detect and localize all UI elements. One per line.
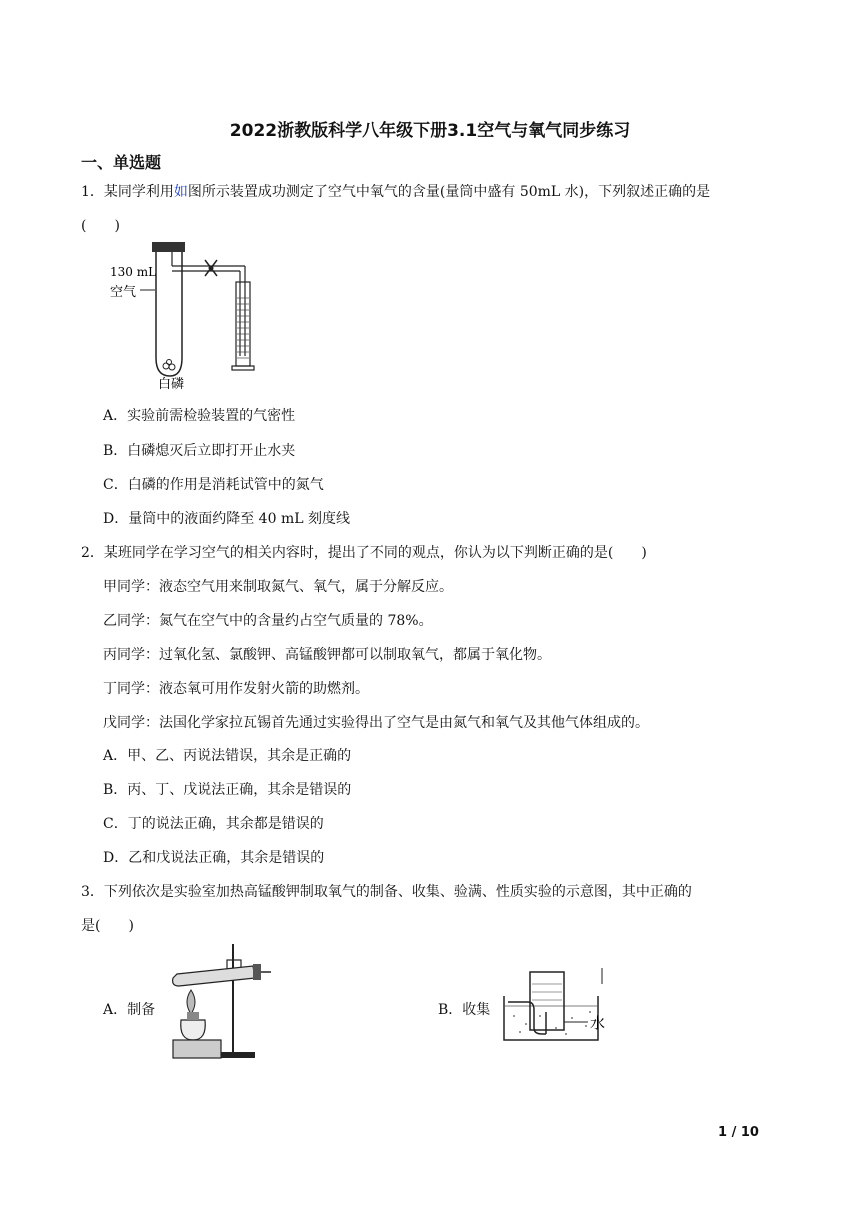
section-heading: 一、单选题: [81, 153, 162, 172]
question-2-stem: 2．某班同学在学习空气的相关内容时，提出了不同的观点，你认为以下判断正确的是( ): [81, 545, 647, 561]
q2-option-c[interactable]: C．丁的说法正确，其余都是错误的: [103, 816, 324, 832]
q3-preparation-figure: [165, 940, 275, 1065]
q3-option-b[interactable]: B．收集: [438, 1002, 491, 1018]
q2-statement-4: 丁同学：液态氧可用作发射火箭的助燃剂。: [103, 681, 369, 697]
q1-fig-label-volume: 130 mL: [110, 265, 157, 279]
q1-option-a[interactable]: A．实验前需检验装置的气密性: [103, 408, 296, 424]
q1-fig-label-phosphorus: 白磷: [158, 377, 185, 392]
page-number: 1 / 10: [718, 1125, 759, 1140]
q2-statement-2: 乙同学：氮气在空气中的含量约占空气质量的 78%。: [103, 613, 433, 629]
q2-option-b[interactable]: B．丙、丁、戊说法正确，其余是错误的: [103, 782, 352, 798]
q2-option-a[interactable]: A．甲、乙、丙说法错误，其余是正确的: [103, 748, 352, 764]
page-title: 2022浙教版科学八年级下册3.1空气与氧气同步练习: [229, 121, 631, 141]
q1-option-c[interactable]: C．白磷的作用是消耗试管中的氮气: [103, 477, 324, 493]
q2-statement-1: 甲同学：液态空气用来制取氮气、氧气，属于分解反应。: [103, 579, 453, 595]
q1-option-b[interactable]: B．白磷熄灭后立即打开止水夹: [103, 443, 296, 459]
q1-stem-link[interactable]: 如: [173, 184, 188, 200]
q1-stem-post: 图所示装置成功测定了空气中氧气的含量(量筒中盛有 50mL 水)，下列叙述正确的是: [187, 184, 711, 200]
q2-option-d[interactable]: D．乙和戊说法正确，其余是错误的: [103, 850, 325, 866]
q1-stem-pre: 1．某同学利用: [81, 184, 174, 200]
q3-option-a[interactable]: A．制备: [103, 1002, 156, 1018]
question-3-bracket: 是( ): [81, 918, 134, 934]
q1-option-d[interactable]: D．量筒中的液面约降至 40 mL 刻度线: [103, 511, 350, 527]
q2-statement-5: 戊同学：法国化学家拉瓦锡首先通过实验得出了空气是由氮气和氧气及其他气体组成的。: [103, 715, 649, 731]
q3-collection-figure: [500, 966, 610, 1046]
q1-fig-label-air: 空气: [110, 285, 137, 300]
q1-apparatus-figure: [108, 238, 273, 392]
question-1-stem: [81, 181, 710, 201]
question-1-bracket: ( ): [81, 218, 120, 234]
q2-statement-3: 丙同学：过氧化氢、氯酸钾、高锰酸钾都可以制取氧气，都属于氧化物。: [103, 647, 551, 663]
q3-fig-label-water: 水: [590, 1014, 606, 1032]
question-3-stem: 3．下列依次是实验室加热高锰酸钾制取氧气的制备、收集、验满、性质实验的示意图，其中正确的: [81, 884, 692, 900]
